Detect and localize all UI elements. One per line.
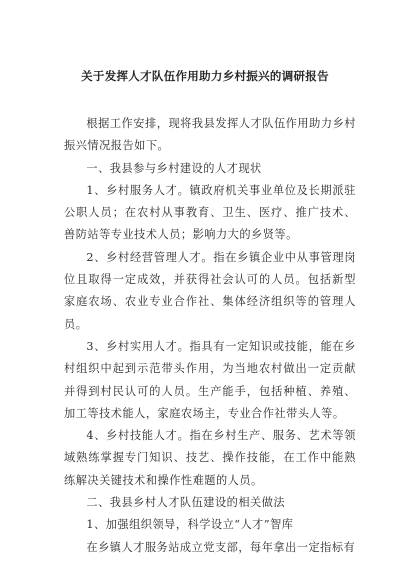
- intro-paragraph: 根据工作安排，现将我县发挥人才队伍作用助力乡村振兴情况报告如下。: [64, 117, 356, 153]
- paragraph-management-talent: 2、乡村经营管理人才。指在乡镇企业中从事管理岗位且取得一定成效，并获得社会认可的人员。包括新型家庭农场、农业专业合作社、集体经济组织等的管理人员。: [64, 250, 356, 331]
- subheading-organization: 1、加强组织领导，科学设立“人才”智库: [86, 518, 294, 532]
- section-heading-talent-status: 一、我县参与乡村建设的人才现状: [86, 161, 262, 175]
- report-body: [64, 113, 356, 559]
- paragraph-party-branch: 在乡镇人才服务站成立党支部，每年拿出一定指标有: [86, 540, 356, 554]
- paragraph-service-talent: 1、乡村服务人才。镇政府机关事业单位及长期派驻公职人员；在农村从事教育、卫生、医疗、推广技术、兽防站等专业技术人员；影响力大的乡贤等。: [64, 183, 356, 242]
- report-title: 关于发挥人才队伍作用助力乡村振兴的调研报告: [81, 69, 329, 83]
- paragraph-skilled-talent: 4、乡村技能人才。指在乡村生产、服务、艺术等领域熟练掌握专门知识、技艺、操作技能，在工作中能熟练解决关键技术和操作性难题的人员。: [64, 429, 356, 487]
- paragraph-practical-talent: 3、乡村实用人才。指具有一定知识或技能，能在乡村组织中起到示范带头作用，为当地农村做出一定贡献并得到村民认可的人员。生产能手，包括种植、养殖、加工等技术能人，家庭农场主，专业合作社带头人等。: [64, 339, 356, 420]
- section-heading-practices: 二、我县乡村人才队伍建设的相关做法: [86, 496, 286, 510]
